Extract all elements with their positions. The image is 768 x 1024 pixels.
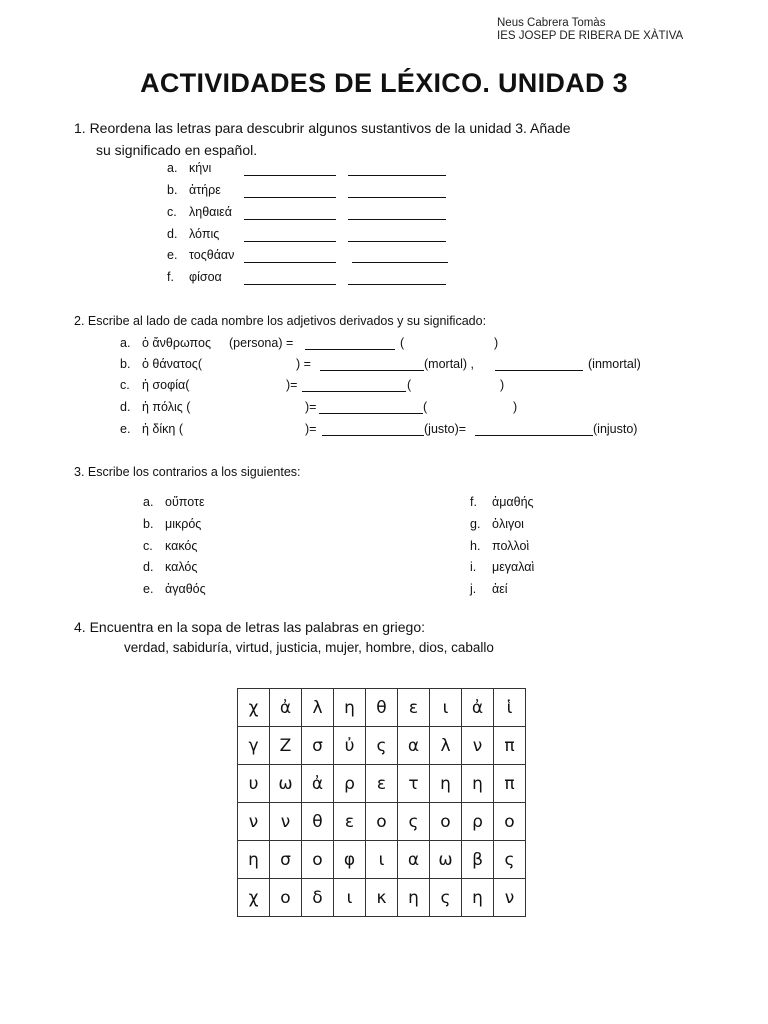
grid-row xyxy=(238,879,526,917)
grid-cell[interactable]: κ xyxy=(366,879,398,917)
item-word: λόπις xyxy=(189,227,220,241)
grid-cell[interactable]: ο xyxy=(494,803,526,841)
item-word: ληθαιεά xyxy=(189,205,232,219)
item-word: τοςθάαν xyxy=(189,248,235,262)
grid-cell[interactable]: ε xyxy=(366,765,398,803)
ex2-c-close2: ) xyxy=(500,378,505,392)
answer-blank[interactable] xyxy=(319,401,423,414)
word-list: verdad, sabiduría, virtud, justicia, mujer, hombre, dios, caballo xyxy=(124,640,494,655)
ex2-e-close: )= xyxy=(305,422,317,436)
exercise-1-line1: 1. Reordena las letras para descubrir algunos sustantivos de la unidad 3. Añade xyxy=(74,120,571,136)
grid-cell[interactable]: θ xyxy=(302,803,334,841)
answer-blank[interactable] xyxy=(302,379,406,392)
grid-cell[interactable]: ς xyxy=(430,879,462,917)
answer-blank[interactable] xyxy=(352,250,448,263)
grid-row xyxy=(238,727,526,765)
answer-blank[interactable] xyxy=(475,423,593,436)
answer-blank[interactable] xyxy=(244,163,336,176)
answer-blank[interactable] xyxy=(348,229,446,242)
header-author: Neus Cabrera Tomàs xyxy=(497,17,606,29)
grid-cell[interactable]: ν xyxy=(238,803,270,841)
ex1-item xyxy=(167,270,222,284)
grid-row xyxy=(238,689,526,727)
answer-blank[interactable] xyxy=(244,207,336,220)
ex1-item xyxy=(167,183,221,197)
grid-cell[interactable]: ς xyxy=(494,841,526,879)
ex1-item xyxy=(167,248,234,262)
ex2-row-d: d. ἡ πόλις ( xyxy=(120,400,191,414)
header-school: IES JOSEP DE RIBERA DE XÀTIVA xyxy=(497,30,684,42)
answer-blank[interactable] xyxy=(348,272,446,285)
ex3-left-item: e. ἀγαθός xyxy=(143,582,206,596)
item-word: ἀτήρε xyxy=(189,183,221,197)
ex2-b-mortal: (mortal) , xyxy=(424,357,474,371)
grid-cell[interactable]: σ xyxy=(302,727,334,765)
item-label: c. xyxy=(167,205,177,219)
answer-blank[interactable] xyxy=(244,185,336,198)
grid-cell[interactable]: η xyxy=(398,879,430,917)
ex2-c-close: )= xyxy=(286,378,298,392)
ex2-b-inmortal: (inmortal) xyxy=(588,357,641,371)
item-label: d. xyxy=(167,227,178,241)
grid-row xyxy=(238,841,526,879)
item-word: κήνι xyxy=(189,161,212,175)
grid-cell[interactable]: α xyxy=(398,841,430,879)
item-label: e. xyxy=(167,248,178,262)
answer-blank[interactable] xyxy=(244,272,336,285)
grid-cell[interactable]: σ xyxy=(270,841,302,879)
ex3-right-item: g. ὀλιγοι xyxy=(470,517,524,531)
word-search-grid xyxy=(237,688,526,917)
exercise-1-line2: su significado en español. xyxy=(96,142,258,158)
answer-blank[interactable] xyxy=(244,229,336,242)
ex2-b-close: ) = xyxy=(296,357,311,371)
item-label: b. xyxy=(167,183,178,197)
grid-cell[interactable]: γ xyxy=(238,727,270,765)
grid-cell[interactable]: ω xyxy=(270,765,302,803)
ex3-right-item: f. ἀμαθής xyxy=(470,495,534,509)
ex3-left-item: a. οὔποτε xyxy=(143,495,205,509)
ex3-right-item: j. ἀεί xyxy=(470,582,508,596)
answer-blank[interactable] xyxy=(348,207,446,220)
grid-cell[interactable]: ι xyxy=(334,879,366,917)
grid-cell[interactable]: ν xyxy=(462,727,494,765)
ex2-row-a: a. ὁ ἄνθρωπος xyxy=(120,336,211,350)
grid-cell[interactable]: ν xyxy=(270,803,302,841)
grid-cell[interactable]: ο xyxy=(430,803,462,841)
grid-cell[interactable]: π xyxy=(494,765,526,803)
grid-cell[interactable]: ἀ xyxy=(462,689,494,727)
grid-cell[interactable]: ν xyxy=(494,879,526,917)
ex2-row-e: e. ἡ δίκη ( xyxy=(120,422,183,436)
grid-cell[interactable]: ἱ xyxy=(494,689,526,727)
answer-blank[interactable] xyxy=(348,163,446,176)
answer-blank[interactable] xyxy=(320,358,424,371)
ex2-a-close: ) xyxy=(494,336,499,350)
grid-cell[interactable]: δ xyxy=(302,879,334,917)
grid-cell[interactable]: ἀ xyxy=(302,765,334,803)
grid-cell[interactable]: θ xyxy=(366,689,398,727)
answer-blank[interactable] xyxy=(244,250,336,263)
answer-blank[interactable] xyxy=(305,337,395,350)
grid-cell[interactable]: ρ xyxy=(334,765,366,803)
grid-cell[interactable]: υ xyxy=(238,765,270,803)
answer-blank[interactable] xyxy=(495,358,583,371)
exercise-4-instruction: 4. Encuentra en la sopa de letras las palabras en griego: xyxy=(74,619,426,635)
ex2-e-justo: (justo)= xyxy=(424,422,467,436)
ex1-item xyxy=(167,205,232,219)
grid-cell[interactable]: ε xyxy=(398,689,430,727)
ex3-left-item: c. κακός xyxy=(143,539,198,553)
ex2-d-open: ( xyxy=(423,400,428,414)
ex1-item xyxy=(167,227,219,241)
ex3-right-item: h. πολλοὶ xyxy=(470,539,530,553)
grid-cell[interactable]: λ xyxy=(302,689,334,727)
grid-cell[interactable]: ρ xyxy=(462,803,494,841)
grid-cell[interactable]: ἀ xyxy=(270,689,302,727)
ex2-a-open: ( xyxy=(400,336,405,350)
grid-cell[interactable]: α xyxy=(398,727,430,765)
item-label: f. xyxy=(167,270,174,284)
grid-cell[interactable]: π xyxy=(494,727,526,765)
ex2-e-injusto: (injusto) xyxy=(593,422,638,436)
grid-cell[interactable]: η xyxy=(462,879,494,917)
grid-cell[interactable]: ι xyxy=(366,841,398,879)
grid-cell[interactable]: ο xyxy=(270,879,302,917)
ex3-left-item: b. μικρός xyxy=(143,517,202,531)
grid-cell[interactable]: ι xyxy=(430,689,462,727)
ex3-left-item: d. καλός xyxy=(143,560,198,574)
page-title: ACTIVIDADES DE LÉXICO. UNIDAD 3 xyxy=(140,68,628,98)
item-label: a. xyxy=(167,161,178,175)
grid-cell[interactable]: φ xyxy=(334,841,366,879)
grid-cell[interactable]: η xyxy=(430,765,462,803)
ex3-right-item: i. μεγαλαὶ xyxy=(470,560,535,574)
grid-cell[interactable]: τ xyxy=(398,765,430,803)
ex2-c-open: ( xyxy=(407,378,412,392)
item-word: φίσοα xyxy=(189,270,222,284)
grid-cell[interactable]: η xyxy=(238,841,270,879)
grid-cell[interactable]: Ζ xyxy=(270,727,302,765)
grid-cell[interactable]: λ xyxy=(430,727,462,765)
grid-row xyxy=(238,803,526,841)
grid-cell[interactable]: ο xyxy=(366,803,398,841)
answer-blank[interactable] xyxy=(322,423,424,436)
grid-cell[interactable]: ο xyxy=(302,841,334,879)
grid-cell[interactable]: ς xyxy=(398,803,430,841)
ex2-row-b: b. ὁ θάνατος( xyxy=(120,357,202,371)
grid-cell[interactable]: ω xyxy=(430,841,462,879)
exercise-2-instruction: 2. Escribe al lado de cada nombre los adjetivos derivados y su significado: xyxy=(74,314,487,328)
ex1-item xyxy=(167,161,211,175)
ex2-d-close2: ) xyxy=(513,400,518,414)
grid-cell[interactable]: η xyxy=(462,765,494,803)
grid-cell[interactable]: ὐ xyxy=(334,727,366,765)
ex2-a-paren: (persona) = xyxy=(229,336,294,350)
ex2-row-c: c. ἡ σοφία( xyxy=(120,378,190,392)
grid-cell[interactable]: χ xyxy=(238,879,270,917)
answer-blank[interactable] xyxy=(348,185,446,198)
ex2-d-close: )= xyxy=(305,400,317,414)
grid-cell[interactable]: ς xyxy=(366,727,398,765)
grid-cell[interactable]: β xyxy=(462,841,494,879)
grid-cell[interactable]: χ xyxy=(238,689,270,727)
grid-row xyxy=(238,765,526,803)
grid-cell[interactable]: η xyxy=(334,689,366,727)
exercise-3-instruction: 3. Escribe los contrarios a los siguientes: xyxy=(74,465,301,479)
grid-cell[interactable]: ε xyxy=(334,803,366,841)
